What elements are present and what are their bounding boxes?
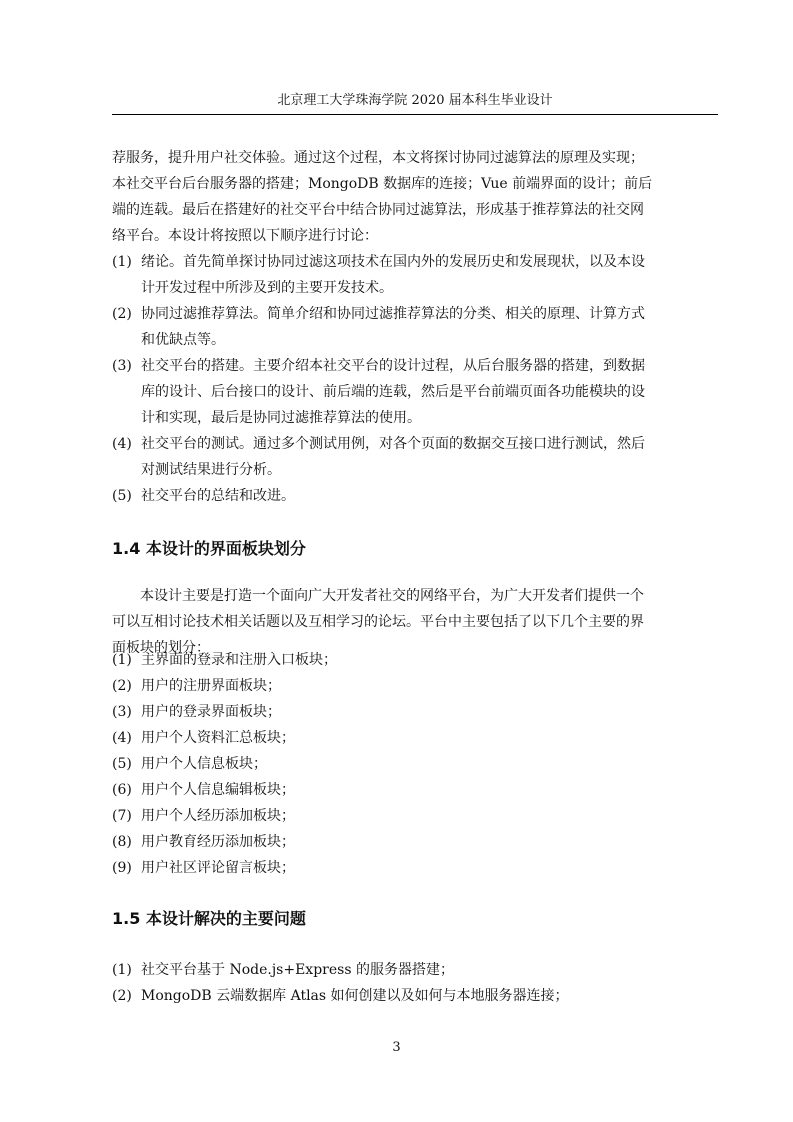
item-text: 计和实现，最后是协同过滤推荐算法的使用。 bbox=[141, 410, 421, 426]
item-text: 主界面的登录和注册入口板块； bbox=[141, 652, 337, 668]
list-item bbox=[112, 829, 718, 855]
item-text: 计开发过程中所涉及到的主要开发技术。 bbox=[141, 280, 393, 296]
item-number: (3) bbox=[112, 358, 132, 374]
paragraph-line: 可以互相讨论技术相关话题以及互相学习的论坛。平台中主要包括了以下几个主要的界 bbox=[112, 614, 644, 630]
item-text: 和优缺点等。 bbox=[141, 332, 225, 348]
section-heading-1-4: 1.4 本设计的界面板块划分 bbox=[112, 539, 306, 558]
item-number: (1) bbox=[112, 652, 132, 668]
item-number: (1) bbox=[112, 254, 132, 270]
section-heading-1-5: 1.5 本设计解决的主要问题 bbox=[112, 909, 306, 928]
item-number: (9) bbox=[112, 860, 132, 876]
header-divider bbox=[112, 114, 718, 115]
item-number: (3) bbox=[112, 704, 132, 720]
paragraph-line: 本设计主要是打造一个面向广大开发者社交的网络平台，为广大开发者们提供一个 bbox=[140, 588, 644, 604]
item-text: MongoDB 云端数据库 Atlas 如何创建以及如何与本地服务器连接； bbox=[141, 988, 569, 1004]
header-title: 北京理工大学珠海学院 2020 届本科生毕业设计 bbox=[277, 93, 553, 108]
list-item bbox=[112, 647, 718, 673]
intro-paragraph bbox=[112, 145, 718, 249]
item-number: (2) bbox=[112, 678, 132, 694]
item-text: 社交平台的测试。通过多个测试用例，对各个页面的数据交互接口进行测试，然后 bbox=[141, 436, 645, 452]
item-number: (6) bbox=[112, 782, 132, 798]
item-text: 用户的注册界面板块； bbox=[141, 678, 281, 694]
item-text: 协同过滤推荐算法。简单介绍和协同过滤推荐算法的分类、相关的原理、计算方式 bbox=[141, 306, 645, 322]
item-text: 用户的登录界面板块； bbox=[141, 704, 281, 720]
item-text: 库的设计、后台接口的设计、前后端的连载，然后是平台前端页面各功能模块的设 bbox=[141, 384, 645, 400]
list-item bbox=[112, 855, 718, 881]
list-item bbox=[112, 725, 718, 751]
item-number: (5) bbox=[112, 756, 132, 772]
intro-line: 络平台。本设计将按照以下顺序进行讨论： bbox=[112, 228, 378, 244]
item-number: (2) bbox=[112, 988, 132, 1004]
page-number: 3 bbox=[392, 1040, 401, 1055]
intro-line: 荐服务，提升用户社交体验。通过这个过程，本文将探讨协同过滤算法的原理及实现； bbox=[112, 150, 644, 166]
item-number: (2) bbox=[112, 306, 132, 322]
item-text: 用户社区评论留言板块； bbox=[141, 860, 295, 876]
item-text: 用户个人信息板块； bbox=[141, 756, 267, 772]
list-item bbox=[112, 777, 718, 803]
list-item bbox=[112, 699, 718, 725]
item-text: 社交平台基于 Node.js+Express 的服务器搭建； bbox=[141, 962, 454, 978]
list-item bbox=[112, 957, 718, 983]
outline-item bbox=[112, 249, 718, 301]
list-item bbox=[112, 673, 718, 699]
item-text: 社交平台的搭建。主要介绍本社交平台的设计过程，从后台服务器的搭建，到数据 bbox=[141, 358, 645, 374]
paragraph-line: 面板块的划分： bbox=[112, 640, 210, 656]
item-number: (8) bbox=[112, 834, 132, 850]
item-number: (7) bbox=[112, 808, 132, 824]
item-text: 用户个人信息编辑板块； bbox=[141, 782, 295, 798]
item-text: 社交平台的总结和改进。 bbox=[141, 488, 295, 504]
item-number: (4) bbox=[112, 436, 132, 452]
item-text: 用户个人经历添加板块； bbox=[141, 808, 295, 824]
outline-item bbox=[112, 431, 718, 483]
outline-item bbox=[112, 483, 718, 509]
item-text: 用户个人资料汇总板块； bbox=[141, 730, 295, 746]
list-item bbox=[112, 803, 718, 829]
item-text: 绪论。首先简单探讨协同过滤这项技术在国内外的发展历史和发展现状，以及本设 bbox=[141, 254, 645, 270]
item-number: (1) bbox=[112, 962, 132, 978]
item-text: 用户教育经历添加板块； bbox=[141, 834, 295, 850]
list-item bbox=[112, 751, 718, 777]
intro-line: 端的连载。最后在搭建好的社交平台中结合协同过滤算法，形成基于推荐算法的社交网 bbox=[112, 202, 644, 218]
item-text: 对测试结果进行分析。 bbox=[141, 462, 281, 478]
list-item bbox=[112, 983, 718, 1009]
outline-item bbox=[112, 301, 718, 353]
outline-item bbox=[112, 353, 718, 431]
item-number: (5) bbox=[112, 488, 132, 504]
intro-line: 本社交平台后台服务器的搭建；MongoDB 数据库的连接；Vue 前端界面的设计；前后 bbox=[112, 176, 653, 192]
item-number: (4) bbox=[112, 730, 132, 746]
